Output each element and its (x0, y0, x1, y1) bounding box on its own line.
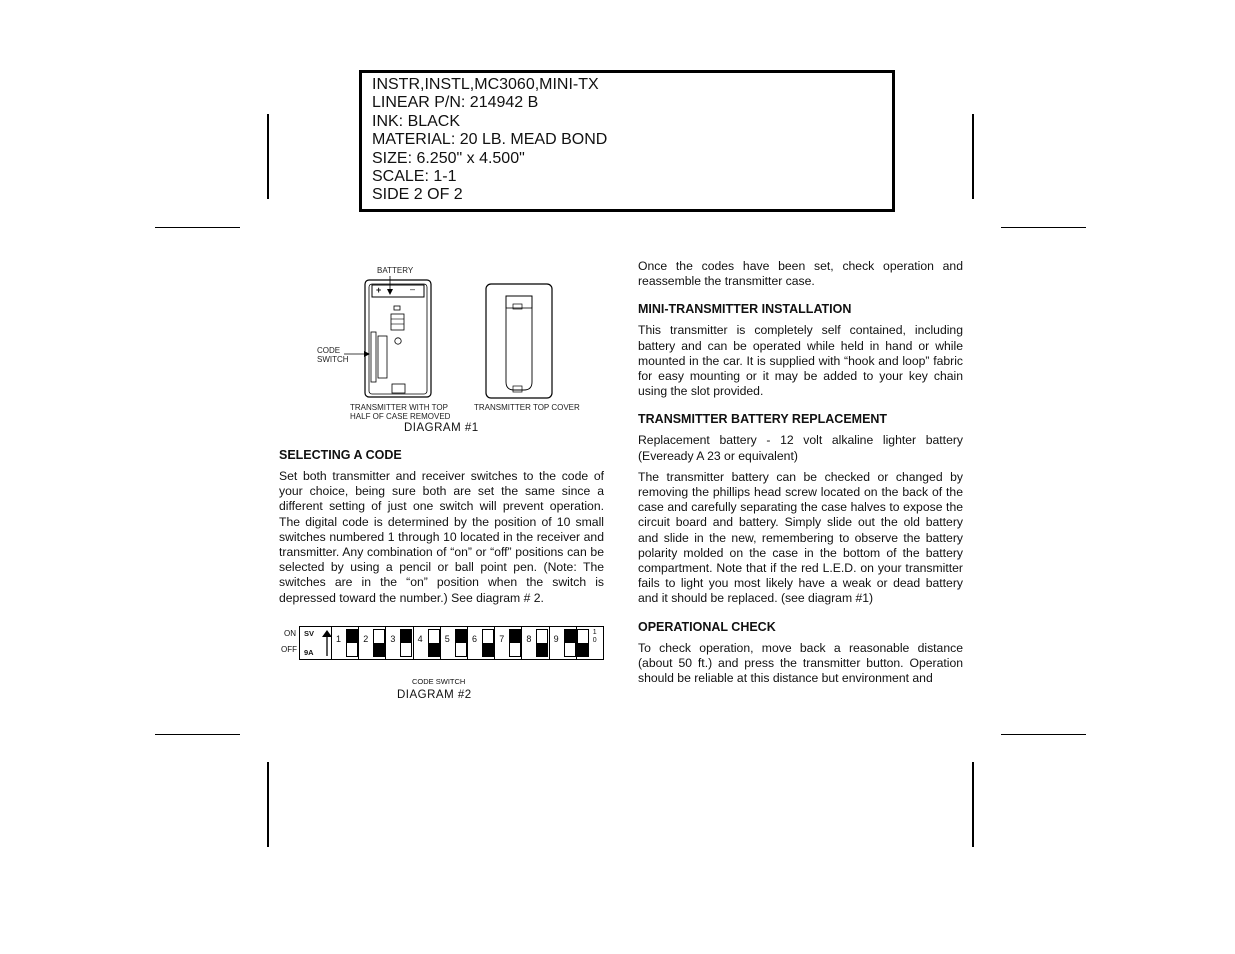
dip-switch-8 (521, 627, 549, 659)
spec-box (359, 70, 895, 212)
section-heading-check: OPERATIONAL CHECK (638, 619, 776, 634)
diagram-1-caption: DIAGRAM #1 (404, 422, 479, 434)
dip-switch-knob (578, 643, 588, 656)
crop-mark (1001, 227, 1086, 228)
dip-switch-knob (483, 643, 493, 656)
dip-switch-number: 1 (336, 634, 342, 644)
ga-label: 9A (304, 648, 314, 657)
diagram-2 (279, 626, 604, 706)
dip-switch-number: 2 (363, 634, 369, 644)
code-switch-block (299, 626, 604, 660)
crop-mark (972, 114, 974, 199)
battery-paragraph-1: Replacement battery - 12 volt alkaline lighter battery (Eveready A 23 or equivalent) (638, 433, 963, 463)
cover-label: TRANSMITTER TOP COVER (474, 403, 580, 412)
transmitter-label-2: HALF OF CASE REMOVED (350, 412, 451, 421)
dip-switch-number: 5 (444, 634, 450, 644)
dip-switch-slot (577, 629, 589, 657)
spec-line-ink: INK: BLACK (372, 112, 461, 130)
check-paragraph: To check operation, move back a reasonable distance (about 50 ft.) and press the transmitter button. Operation should be reliable at this distance but environment and (638, 640, 963, 686)
dip-switch-knob (510, 630, 520, 643)
transmitter-label-1: TRANSMITTER WITH TOP (350, 403, 448, 412)
dip-switch-1 (331, 627, 359, 659)
installation-paragraph: This transmitter is completely self contained, including battery and can be operated while held in hand or while mounted in the car. It is supplied with “hook and loop” fabric for easy mounting or it may be added to your key chain using the slot provided. (638, 323, 963, 399)
dip-switch-slot (346, 629, 358, 657)
dip-switch-row (331, 627, 603, 659)
spec-line-part: INSTR,INSTL,MC3060,MINI-TX (372, 76, 599, 93)
crop-mark (267, 762, 269, 847)
dip-switch-10 (576, 627, 604, 659)
dip-switch-7 (494, 627, 522, 659)
spec-line-material: MATERIAL: 20 LB. MEAD BOND (372, 131, 608, 149)
diagram-1 (310, 262, 600, 440)
dip-switch-number: 9 (553, 634, 559, 644)
crop-mark (267, 114, 269, 199)
code-switch-label-1: CODE (317, 346, 341, 355)
spec-line-size: SIZE: 6.250" x 4.500" (372, 149, 525, 167)
dip-switch-knob (374, 643, 384, 656)
code-switch-label-2: SWITCH (317, 355, 349, 364)
crop-mark (155, 734, 240, 735)
dip-switch-slot (564, 629, 576, 657)
section-heading-battery: TRANSMITTER BATTERY REPLACEMENT (638, 412, 888, 427)
spec-line-side: SIDE 2 OF 2 (372, 186, 463, 204)
dip-switch-knob (347, 630, 357, 643)
dip-switch-number: 7 (499, 634, 505, 644)
dip-switch-slot (373, 629, 385, 657)
dip-switch-slot (400, 629, 412, 657)
dip-switch-slot (509, 629, 521, 657)
crop-mark (1001, 734, 1086, 735)
code-switch-label: CODE SWITCH (412, 677, 466, 686)
minus-sign: – (410, 284, 416, 294)
dip-switch-9 (549, 627, 577, 659)
dip-switch-slot (455, 629, 467, 657)
dip-switch-2 (358, 627, 386, 659)
dip-switch-number: 8 (526, 634, 532, 644)
diagram-2-caption: DIAGRAM #2 (397, 689, 472, 701)
dip-switch-slot (482, 629, 494, 657)
dip-switch-knob (456, 630, 466, 643)
left-column (279, 448, 604, 612)
selecting-code-paragraph: Set both transmitter and receiver switches to the code of your choice, being sure both are set the same since a different setting of just one switch will prevent operation. The digital code is determined by the position of 10 small switches numbered 1 through 10 located in the receiver and transmitter. Any combination of “on” or “off” positions can be selected by using a pencil or ball point pen. (Note: The switches are in the “on” position when the switch is depressed toward the number.) See diagram # 2. (279, 469, 604, 605)
on-label: ON (284, 629, 296, 638)
dip-switch-slot (536, 629, 548, 657)
dip-switch-knob (401, 630, 411, 643)
dip-switch-4 (413, 627, 441, 659)
selecting-code-heading: SELECTING A CODE (279, 448, 402, 462)
section-heading-installation: MINI-TRANSMITTER INSTALLATION (638, 302, 852, 317)
dip-switch-slot (428, 629, 440, 657)
spec-line-scale: SCALE: 1-1 (372, 168, 457, 186)
dip-switch-knob (537, 643, 547, 656)
crop-mark (972, 762, 974, 847)
dip-switch-3 (385, 627, 413, 659)
right-column (638, 259, 963, 692)
dip-switch-number: 10 (592, 629, 597, 644)
dip-switch-6 (467, 627, 495, 659)
crop-mark (155, 227, 240, 228)
dip-switch-knob (429, 643, 439, 656)
dip-switch-knob (565, 630, 575, 643)
battery-label: BATTERY (377, 266, 414, 275)
dip-switch-5 (440, 627, 468, 659)
sv-label: SV (304, 629, 315, 638)
dip-switch-number: 4 (417, 634, 423, 644)
dip-switch-number: 6 (472, 634, 478, 644)
spec-line-pn: LINEAR P/N: 214942 B (372, 94, 539, 112)
intro-paragraph: Once the codes have been set, check operation and reassemble the transmitter case. (638, 259, 963, 289)
plus-sign: + (376, 285, 382, 295)
dip-switch-number: 3 (390, 634, 396, 644)
battery-paragraph-2: The transmitter battery can be checked or changed by removing the phillips head screw located on the back of the case and carefully separating the case halves to expose the circuit board and battery. Simply slide out the old battery and slide in the new, remembering to observe the battery polarity molded on the case in the bottom of the battery compartment. Note that if the red L.E.D. on your transmitter fails to light you most likely have a weak or dead battery and it should be replaced. (see diagram #1) (638, 469, 963, 606)
off-label: OFF (281, 645, 297, 654)
